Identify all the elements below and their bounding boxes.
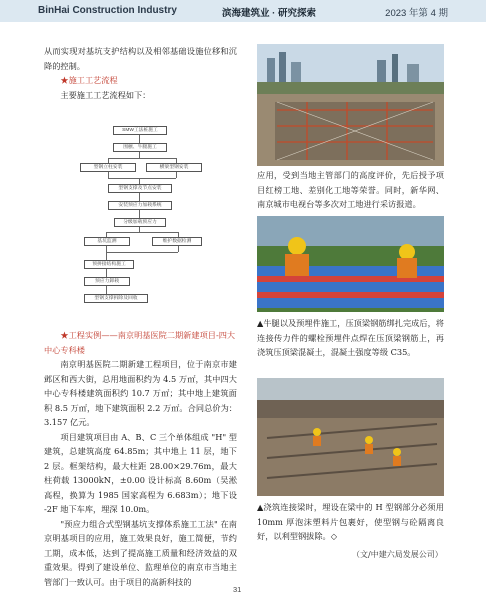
construction-process-flowchart — [78, 126, 203, 326]
construction-site-photo — [257, 44, 444, 166]
workers-photo — [257, 216, 444, 312]
flow-arrow — [106, 286, 107, 294]
flow-step: 维护数据检测 — [152, 237, 202, 246]
beam-pour-photo — [257, 378, 444, 496]
journal-section-title: 滨海建筑业 · 研究探索 — [222, 8, 316, 19]
flow-step: 型钢立柱安装 — [80, 163, 136, 172]
flow-step: 围檩、牛腿施工 — [113, 143, 167, 152]
beam-pour-image — [257, 378, 444, 496]
flow-step: 横梁型钢安装 — [146, 163, 202, 172]
caption-text: ▲牛腿以及预埋件施工，压顶梁钢筋绑扎完成后，将连接传力件的螺栓预埋件点焊在压顶梁钢筋上，再浇筑压顶梁混凝土，混凝土强度等级 C35。 — [257, 318, 444, 357]
flow-merge — [108, 178, 176, 179]
right-text-continued: 应用，受到当地主管部门的高度评价，先后授予项目红榜工地、差别化工地等荣誉。同时，新华网、南京城市电视台等多次对工地进行采访报道。 — [257, 170, 444, 209]
paragraph: 项目建筑项目由 A、B、C 三个单体组成 "H" 型建筑，总建筑高度 64.85m；其中地上 11 层，地下 2 层。框架结构，最大柱距 28.00×29.76m，最大柱荷载 13000kN，±0.00 设计标高 8.60m（吴淞高程，换算为 1985 国家高程为 6.683m）；地下设 -2F 地下车库，埋深 10.0m。 — [44, 431, 237, 514]
photo-caption-2: ▲浇筑连接梁时，埋设在梁中的 H 型钢部分必须用 10mm 厚泡沫塑料片包裹好，使型钢与砼隔离良好，以利型钢拔除。◇ — [257, 502, 444, 541]
flow-step: SMW工法桩施工 — [113, 126, 167, 135]
flow-merge — [106, 252, 178, 253]
flow-step: 安装预应力加载系统 — [108, 201, 172, 210]
flow-arrow — [178, 246, 179, 252]
flow-arrow — [139, 135, 140, 143]
page-number: 31 — [233, 585, 242, 594]
photo-caption-1 — [257, 316, 444, 360]
flow-step: 型钢支撑及节点安装 — [108, 184, 172, 193]
flow-arrow — [106, 269, 107, 277]
journal-english-name: BinHai Construction Industry — [38, 5, 177, 16]
workers-rebar-image — [257, 216, 444, 312]
paragraph: 主要施工工艺流程如下： — [60, 89, 151, 100]
flow-arrow — [176, 172, 177, 178]
flow-branch — [108, 158, 176, 159]
flow-arrow — [106, 252, 107, 260]
flow-step: 预应力卸载 — [84, 277, 130, 286]
left-column-bottom — [44, 328, 237, 589]
paragraph: "预应力组合式型钢基坑支撑体系施工工法" 在南京明基项目的应用，施工效果良好，施工简便，节约工期，成本低，达到了提高施工质量和经济效益的双重效果。得到了建设单位、监理单位的南京市当地主管部门一致认可。由于项目的高新科技的 — [44, 518, 237, 587]
flow-step: 预拼接结构施工 — [84, 260, 134, 269]
page-header — [0, 0, 486, 22]
flow-step: 型钢支撑拆除及回收 — [84, 294, 148, 303]
flow-arrow — [139, 193, 140, 201]
flow-step: 分级加载预应力 — [114, 218, 166, 227]
section-heading: ★施工工艺流程 — [60, 75, 118, 85]
paragraph: 从而实现对基坑支护结构以及相邻基础设施位移和沉降的控制。 — [44, 46, 237, 71]
issue-number: 2023 年第 4 期 — [385, 8, 448, 19]
section-heading-case-study: ★工程实例——南京明基医院二期新建项目-四大中心专科楼 — [44, 330, 236, 355]
flow-arrow — [139, 210, 140, 218]
site-aerial-image — [257, 44, 444, 166]
flow-branch — [106, 232, 178, 233]
flow-step: 基坑监测 — [84, 237, 130, 246]
author-credit: （文/中建六局发展公司） — [352, 550, 443, 559]
left-column-top — [44, 44, 237, 102]
paragraph: 南京明基医院二期新建工程项目，位于南京市建邺区和西大街，总用地面积约为 4.5 万㎡，其中四大中心专科楼建筑面积约 10.7 万㎡；其中地上建筑面积 8.5 万㎡，地下建筑面积 2.2 万㎡。合同总价为：3.157 亿元。 — [44, 359, 237, 427]
